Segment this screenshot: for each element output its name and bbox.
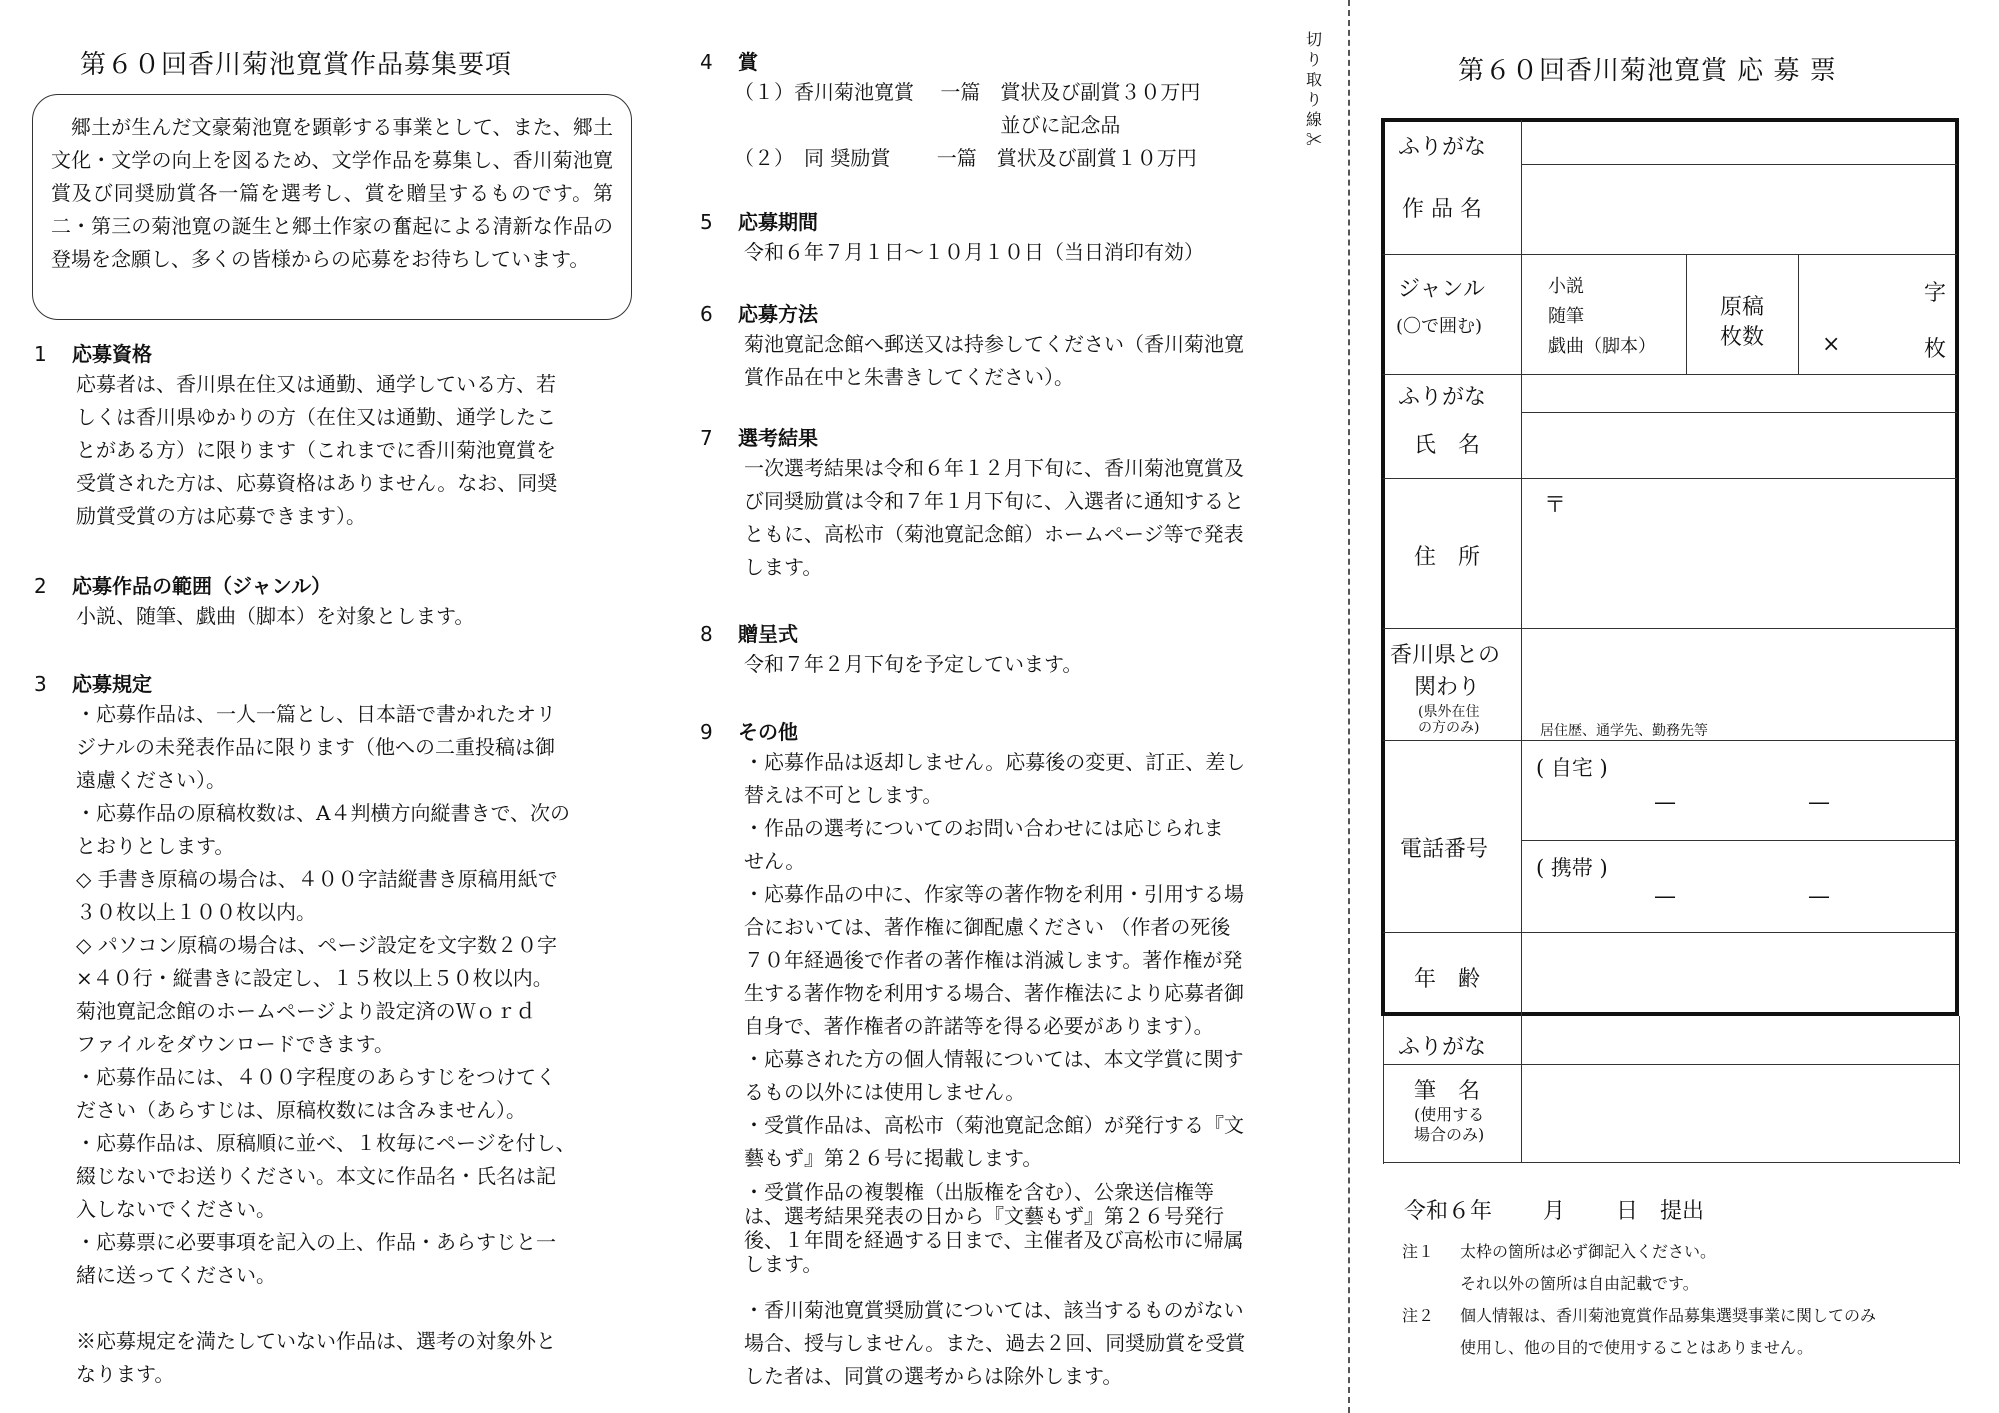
text-line: します。 [744, 555, 823, 579]
furigana-label: ふりがな [1398, 385, 1487, 410]
phone-dash: — [1808, 790, 1830, 815]
relation-note: (県外在住 [1418, 704, 1480, 720]
text-line: 令和７年２月下旬を予定しています。 [744, 652, 1083, 676]
section-4-heading [700, 46, 758, 75]
genre-divider [1686, 254, 1687, 374]
text-line: 菊池寛記念館へ郵送又は持参してください（香川菊池寛 [744, 332, 1244, 356]
furigana-label: ふりがな [1398, 135, 1487, 160]
phone-dash: — [1808, 884, 1830, 909]
text-line: 場合、授与しません。また、過去２回、同奨励賞を受賞 [744, 1331, 1246, 1355]
text-line: とおりとします。 [76, 834, 235, 858]
pen-name-border [1383, 1016, 1384, 1164]
row-line [1383, 932, 1957, 933]
phone-dash: — [1654, 790, 1676, 815]
text-line: ・応募票に必要事項を記入の上、作品・あらすじと一 [76, 1230, 556, 1254]
section-title: 賞 [738, 50, 758, 74]
text-line: ◇ パソコン原稿の場合は、ページ設定を文字数２０字 [76, 933, 557, 957]
section-number: 3 [34, 672, 47, 696]
pen-name-border [1383, 1162, 1959, 1163]
pen-name-border [1959, 1016, 1960, 1164]
section-9-encouragement [744, 1294, 1314, 1393]
text-line: ◇ 手書き原稿の場合は、４００字詰縦書き原稿用紙で [76, 867, 558, 891]
age-label: 年 齢 [1414, 967, 1481, 992]
work-title-field[interactable] [1527, 170, 1947, 248]
row-line [1521, 840, 1957, 841]
pen-name-label: 筆 名 [1414, 1079, 1481, 1104]
row-line [1383, 254, 1957, 255]
section-3-heading [34, 668, 152, 697]
text-line: ７０年経過後で作者の著作権は消滅します。著作権が発 [744, 948, 1243, 972]
section-title: 贈呈式 [738, 622, 798, 646]
text-line: ・受賞作品は、高松市（菊池寛記念館）が発行する『文 [744, 1113, 1244, 1137]
section-5-heading [700, 206, 818, 235]
pen-name-field[interactable] [1527, 1070, 1947, 1156]
section-number: 4 [700, 50, 713, 74]
text-line: ・受賞作品の複製権（出版権を含む）、公衆送信権等 [744, 1180, 1214, 1204]
section-7-heading [700, 422, 818, 451]
phone-home-label: ( 自宅 ) [1536, 756, 1608, 780]
text-line: ジナルの未発表作品に限ります（他への二重投稿は御 [76, 735, 555, 759]
text-line: （２） 同 奨励賞 一篇 賞状及び副賞１０万円 [734, 146, 1197, 170]
text-line: 生する著作物を利用する場合、著作権法により応募者御 [744, 981, 1244, 1005]
submission-date: 令和６年 月 日 提出 [1404, 1199, 1704, 1224]
text-line: ・応募作品には、４００字程度のあらすじをつけてく [76, 1065, 556, 1089]
pen-name-note: (使用する [1414, 1105, 1485, 1124]
char-unit: 字 [1924, 281, 1947, 306]
text-line: 綴じないでお送りください。本文に作品名・氏名は記 [76, 1164, 556, 1188]
text-line: 令和６年７月１日～１０月１０日（当日消印有効） [744, 240, 1204, 264]
section-number: 7 [700, 426, 713, 450]
section-title: 応募作品の範囲（ジャンル） [72, 574, 332, 598]
text-line: ×４０行・縦書きに設定し、１５枚以上５０枚以内。 [76, 966, 553, 990]
work-title-label: 作 品 名 [1402, 197, 1482, 222]
text-line: 賞作品在中と朱書きしてください）。 [744, 365, 1074, 389]
section-9-body [744, 746, 1314, 1175]
age-field[interactable] [1527, 940, 1947, 1008]
section-title: 応募方法 [738, 302, 818, 326]
address-field[interactable] [1527, 516, 1947, 622]
multiply-sign: × [1822, 332, 1841, 357]
address-label: 住 所 [1414, 545, 1481, 570]
genre-option-essay[interactable]: 随筆 [1548, 306, 1584, 327]
row-line [1521, 412, 1957, 413]
genre-option-play[interactable]: 戯曲（脚本） [1548, 336, 1656, 357]
genre-divider [1798, 254, 1799, 374]
row-line [1383, 628, 1957, 629]
furigana-pen-name-field[interactable] [1527, 1026, 1947, 1058]
text-line: とがある方）に限ります（これまでに香川菊池寛賞を [76, 438, 556, 462]
furigana-label: ふりがな [1398, 1035, 1487, 1060]
section-5-body [744, 236, 1314, 269]
genre-note: (〇で囲む) [1396, 316, 1483, 337]
text-line: ファイルをダウンロードできます。 [76, 1032, 394, 1056]
section-3-body [76, 698, 636, 1391]
section-9-copyright [744, 1180, 1314, 1276]
text-line: ださい（あらすじは、原稿枚数には含みません）。 [76, 1098, 526, 1122]
text-line: は、選考結果発表の日から『文藝もず』第２６号発行 [744, 1204, 1224, 1228]
note-2-line: 個人情報は、香川菊池寛賞作品募集選奨事業に関してのみ [1460, 1306, 1877, 1325]
section-7-body [744, 452, 1314, 584]
furigana-name-field[interactable] [1527, 380, 1947, 408]
pages-label: 枚数 [1720, 325, 1765, 350]
section-2-heading [34, 570, 331, 599]
phone-dash: — [1654, 884, 1676, 909]
text-line: 菊池寛記念館のホームページより設定済のＷｏｒｄ [76, 999, 536, 1023]
text-line [76, 1292, 636, 1325]
section-8-heading [700, 618, 798, 647]
note-2-line: 使用し、他の目的で使用することはありません。 [1460, 1338, 1813, 1357]
text-line: 一次選考結果は令和６年１２月下旬に、香川菊池寛賞及 [744, 456, 1244, 480]
text-line: 後、１年間を経過する日まで、主催者及び高松市に帰属 [744, 1228, 1244, 1252]
section-number: 6 [700, 302, 713, 326]
section-1-heading [34, 338, 152, 367]
text-line: 応募者は、香川県在住又は通勤、通学している方、若 [76, 372, 556, 396]
section-6-body [744, 328, 1314, 394]
relation-label: 関わり [1414, 675, 1481, 700]
section-1-body [76, 368, 636, 533]
name-field[interactable] [1527, 418, 1947, 474]
text-line: び同奨励賞は令和７年１月下旬に、入選者に通知すると [744, 489, 1244, 513]
text-line: （１）香川菊池寛賞 一篇 賞状及び副賞３０万円 [734, 80, 1201, 104]
text-line: ・応募作品は返却しません。応募後の変更、訂正、差し [744, 750, 1246, 774]
text-line: 合においては、著作権に御配慮ください （作者の死後 [744, 915, 1231, 939]
text-line: ・応募された方の個人情報については、本文学賞に関す [744, 1047, 1244, 1071]
sheet-unit: 枚 [1924, 337, 1947, 362]
text-line: ともに、高松市（菊池寛記念館）ホームページ等で発表 [744, 522, 1244, 546]
section-number: 8 [700, 622, 713, 646]
genre-option-novel[interactable]: 小説 [1548, 276, 1584, 297]
text-line: るもの以外には使用しません。 [744, 1080, 1026, 1104]
cut-line [1348, 0, 1350, 1413]
row-line [1383, 1064, 1959, 1065]
row-line [1383, 374, 1957, 375]
section-2-body [76, 600, 636, 633]
row-line [1383, 740, 1957, 741]
text-line: した者は、同賞の選考からは除外します。 [744, 1364, 1123, 1388]
text-line: 藝もず』第２６号に掲載します。 [744, 1146, 1043, 1170]
form-title: 第６０回香川菊池寛賞 応 募 票 [1458, 56, 1837, 86]
pages-label: 原稿 [1720, 295, 1765, 320]
cut-line-label: 切り取り線✂ [1305, 30, 1322, 149]
section-4-body [734, 76, 1304, 175]
section-number: 1 [34, 342, 47, 366]
note-1-line: 太枠の箇所は必ず御記入ください。 [1460, 1242, 1717, 1261]
relation-hint: 居住歴、通学先、勤務先等 [1540, 723, 1708, 739]
section-title: その他 [738, 720, 798, 744]
text-line: 並びに記念品 [734, 113, 1121, 137]
text-line: 励賞受賞の方は応募できます）。 [76, 504, 366, 528]
text-line: ・作品の選考についてのお問い合わせには応じられま [744, 816, 1224, 840]
relation-field[interactable] [1527, 634, 1947, 714]
text-line: 遠慮ください）。 [76, 768, 226, 792]
text-line: 替えは不可とします。 [744, 783, 943, 807]
text-line: ・香川菊池寛賞奨励賞については、該当するものがない [744, 1298, 1244, 1322]
text-line: 自身で、著作権者の許諾等を得る必要があります）。 [744, 1014, 1214, 1038]
postal-mark: 〒 [1544, 493, 1567, 518]
text-line: なります。 [76, 1362, 175, 1386]
section-9-heading [700, 716, 798, 745]
label-divider [1521, 120, 1522, 1162]
section-title: 応募規定 [72, 672, 152, 696]
text-line: ※応募規定を満たしていない作品は、選考の対象外と [76, 1329, 556, 1353]
guideline-title: 第６０回香川菊池寛賞作品募集要項 [80, 50, 513, 80]
section-number: 5 [700, 210, 713, 234]
text-line: します。 [744, 1252, 823, 1276]
section-6-heading [700, 298, 818, 327]
furigana-title-field[interactable] [1527, 132, 1947, 160]
intro-box: 郷土が生んだ文豪菊池寛を顕彰する事業として、また、郷土文化・文学の向上を図るため、文学作品を募集し、香川菊池寛賞及び同奨励賞各一篇を選考し、賞を贈呈するものです。第二・第三の菊池寛の誕生と郷土作家の奮起による清新な作品の登場を念願し、多くの皆様からの応募をお待ちしています。 [32, 94, 632, 320]
text-line: 受賞された方は、応募資格はありません。なお、同奨 [76, 471, 558, 495]
section-title: 応募資格 [72, 342, 152, 366]
row-line [1383, 478, 1957, 479]
section-title: 応募期間 [738, 210, 818, 234]
genre-label: ジャンル [1398, 277, 1486, 302]
section-title: 選考結果 [738, 426, 818, 450]
text-line: ・応募作品の原稿枚数は、A４判横方向縦書きで、次の [76, 801, 571, 825]
row-line [1521, 164, 1957, 165]
note-1-line: それ以外の箇所は自由記載です。 [1460, 1274, 1699, 1293]
note-2-label: 注２ [1402, 1306, 1435, 1325]
text-line: 緒に送ってください。 [76, 1263, 276, 1287]
text-line: ・応募作品の中に、作家等の著作物を利用・引用する場 [744, 882, 1244, 906]
text-line: ・応募作品は、一人一篇とし、日本語で書かれたオリ [76, 702, 556, 726]
section-8-body [744, 648, 1314, 681]
name-label: 氏 名 [1414, 433, 1481, 458]
section-number: 2 [34, 574, 47, 598]
text-line: 入しないでください。 [76, 1197, 276, 1221]
text-line: しくは香川県ゆかりの方（在住又は通勤、通学したこ [76, 405, 556, 429]
text-line: ・応募作品は、原稿順に並べ、１枚毎にページを付し、 [76, 1131, 576, 1155]
relation-label: 香川県との [1390, 643, 1501, 668]
text-line: 小説、随筆、戯曲（脚本）を対象とします。 [76, 604, 475, 628]
text-line: せん。 [744, 849, 806, 873]
pen-name-note: 場合のみ) [1414, 1125, 1485, 1144]
note-1-label: 注１ [1402, 1242, 1435, 1261]
text-line: ３０枚以上１００枚以内。 [76, 900, 316, 924]
section-number: 9 [700, 720, 713, 744]
phone-label: 電話番号 [1400, 837, 1489, 862]
relation-note: の方のみ) [1418, 720, 1480, 736]
phone-mobile-label: ( 携帯 ) [1536, 856, 1608, 880]
